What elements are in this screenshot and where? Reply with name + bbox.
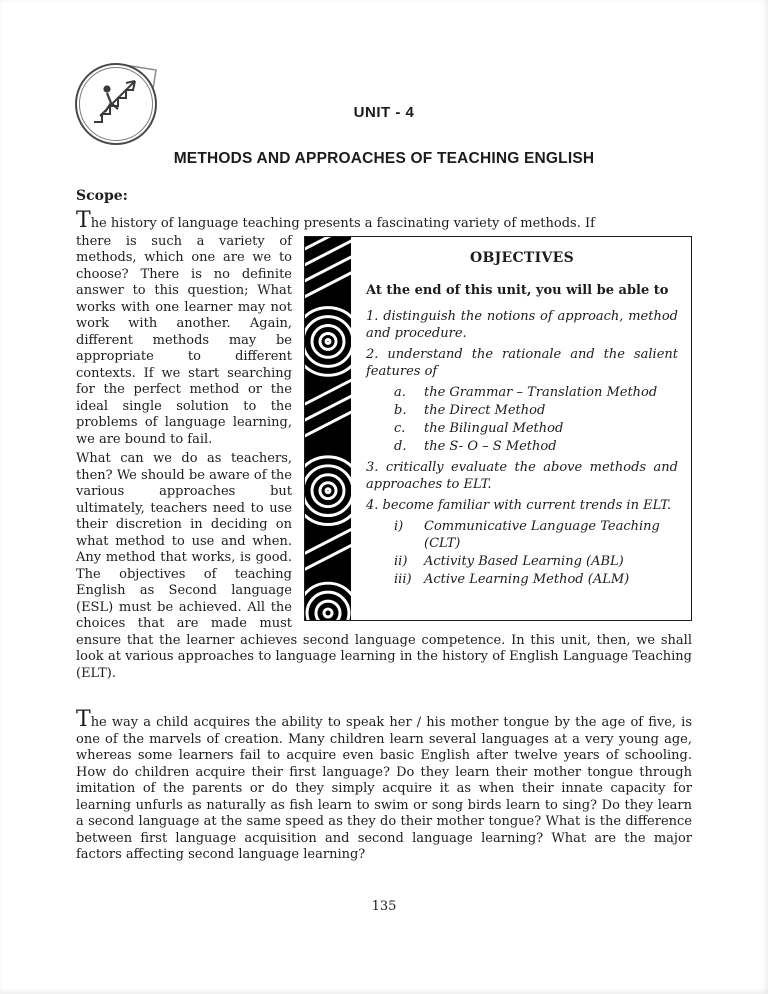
unit-title: UNIT - 4 [353,104,415,121]
objective-marker: a. [394,384,406,400]
objective-text: become familiar with current trends in ELT. [382,497,672,513]
objective-marker: ii) [394,553,408,569]
dropcap-letter: T [76,208,91,233]
paragraph-3-text: he way a child acquires the ability to speak her / his mother tongue by the age of five, is one of the marvels of creation. Many children learn several languages at a very young age, whereas some learners fail to acquire even basic English after twelve years of schooling. How do children acquire their first language? Do they learn their mother tongue through imitation of the parents or do they simply acquire it as when their innate capacity for learning unfurls as naturally as fish learn to swim or song birds learn to sing? Do they learn a second language at the same speed as they do their mother tongue? What is the difference between first language acquisition and second language learning? What are the major factors affecting second language learning? [76,715,692,862]
objective-subitem [394,420,678,437]
objective-subitem [394,553,678,570]
objective-marker: b. [394,402,407,418]
objective-marker: i) [394,518,404,534]
objective-marker: d. [394,438,407,454]
dropcap-letter: T [76,707,91,732]
objective-text: Active Learning Method (ALM) [424,571,630,587]
objectives-content [351,237,691,620]
objective-subitem [394,571,678,588]
objective-text: the Grammar – Translation Method [424,384,658,400]
objectives-box [304,236,692,621]
objective-marker: 4. [366,497,379,513]
tribal-pattern-strip-icon [305,237,351,620]
paragraph-3 [76,707,692,864]
paragraph-2: What can we do as teachers, then? We should be aware of the various approaches but ultimately, teachers need to use their discretion in deciding on what method to use and when. Any method that works, is good. The objectives of teaching English as Second language (ESL) must be achieved. All the choices that are made must ensure that the learner achieves second language competence. In this unit, then, we shall look at various approaches to language learning in the history of English Language Teaching (ELT). [76,451,692,681]
objective-marker: c. [394,420,406,436]
objectives-intro: At the end of this unit, you will be able to [366,282,669,298]
page-number: 135 [371,899,397,914]
unit-logo-icon [72,58,166,150]
paragraph-1-continued: there is such a variety of methods, which one are we to choose? There is no definite answer to this question; What works with one learner may not work with another. Again, different methods may be appropriate to different contexts. If we start searching for the perfect method or the ideal single solution to the problems of language learning, we are bound to fail. [76,233,292,447]
paragraph-1-first-line [76,208,692,233]
objective-text: the Direct Method [424,402,546,418]
page-title: METHODS AND APPROACHES OF TEACHING ENGLISH [173,150,595,167]
objective-item [366,497,678,514]
objective-marker: 1. [366,308,379,324]
objective-item [366,308,678,342]
objective-text: the Bilingual Method [424,420,564,436]
objective-text: understand the rationale and the salient features of [366,346,678,379]
objective-marker: 3. [366,459,379,475]
objective-text: Communicative Language Teaching (CLT) [424,518,660,551]
objective-item [366,346,678,380]
wrap-flow-region [76,234,692,686]
objective-subitem [394,518,678,552]
objective-text: the S- O – S Method [424,438,557,454]
objective-text: Activity Based Learning (ABL) [424,553,624,569]
objective-subitem [394,438,678,455]
objective-text: distinguish the notions of approach, method and procedure. [366,308,678,341]
objective-subitem [394,384,678,401]
objective-text: critically evaluate the above methods and approaches to ELT. [366,459,678,492]
objective-item [366,459,678,493]
paragraph-1-text: he history of language teaching presents a fascinating variety of methods. If [90,216,595,231]
objectives-title: OBJECTIVES [469,249,575,266]
scope-label: Scope: [76,188,128,204]
objective-marker: 2. [366,346,379,362]
objective-subitem [394,402,678,419]
objective-marker: iii) [394,571,412,587]
